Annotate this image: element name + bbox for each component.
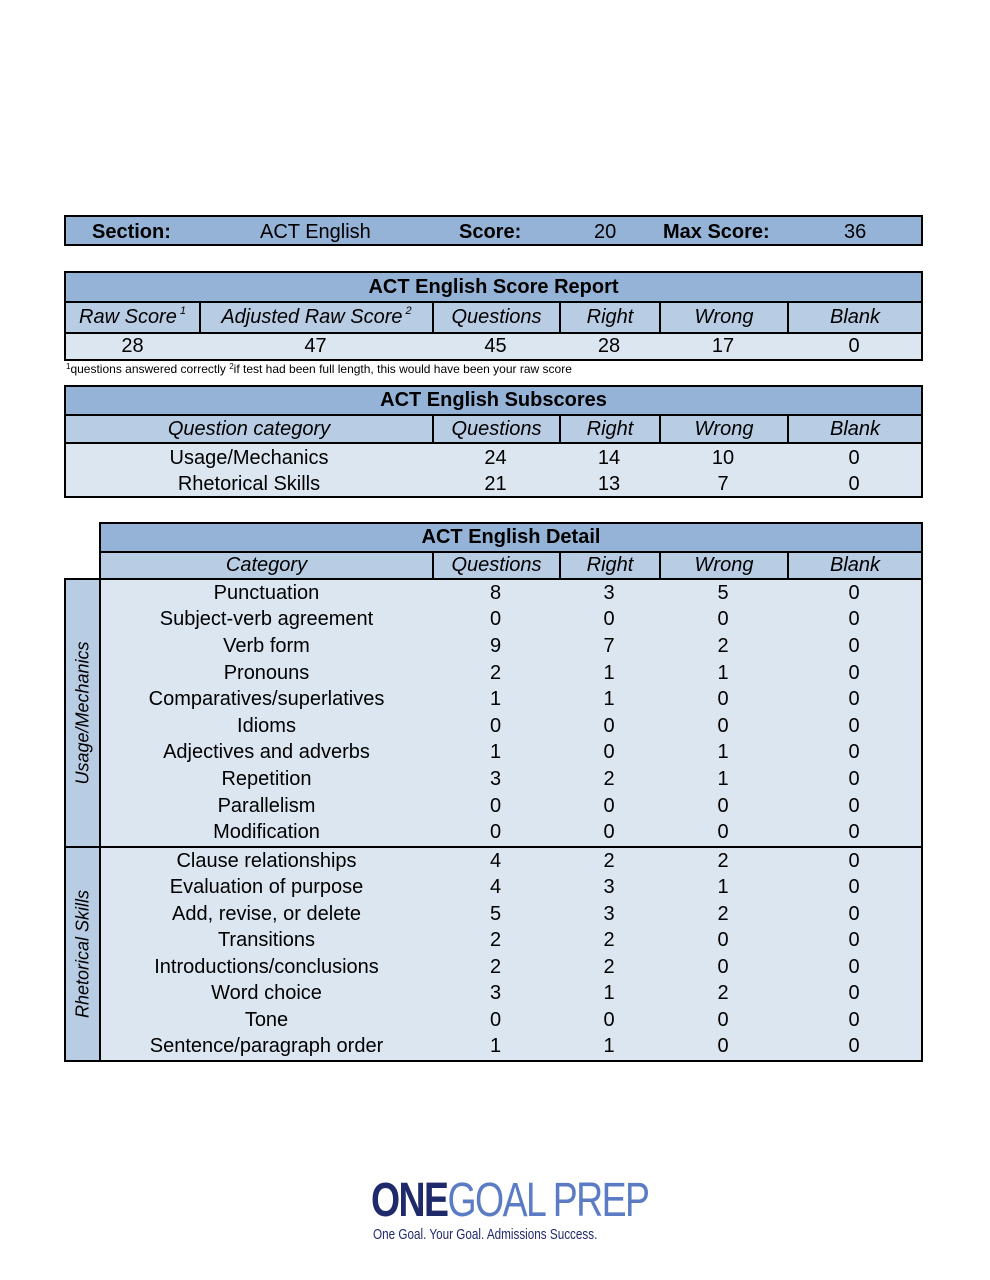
category-cell: Verb form — [223, 634, 310, 657]
category-header: Category — [225, 554, 308, 576]
table-row — [101, 1034, 921, 1061]
category-cell: Idioms — [237, 714, 296, 737]
category-cell: Introductions/conclusions — [154, 955, 379, 978]
right-cell: 0 — [603, 821, 615, 844]
raw-score-value: 28 — [121, 335, 144, 357]
wrong-cell: 10 — [711, 446, 735, 469]
blank-cell: 0 — [848, 902, 860, 925]
table-row — [101, 660, 921, 687]
subscores-table — [64, 385, 923, 498]
max-score-value: 36 — [844, 221, 867, 243]
right-cell: 3 — [603, 581, 615, 604]
category-cell: Sentence/paragraph order — [149, 1035, 384, 1058]
wrong-cell: 1 — [717, 741, 729, 764]
wrong-header: Wrong — [659, 416, 787, 442]
adjusted-raw-score-header: Adjusted Raw Score $^2$ — [199, 303, 432, 332]
section-bar — [64, 215, 923, 246]
blank-cell: 0 — [848, 634, 860, 657]
questions-cell: 21 — [484, 472, 507, 495]
wrong-cell: 0 — [717, 1008, 729, 1031]
score-label: Score: — [459, 221, 522, 243]
questions-cell: 0 — [489, 821, 502, 844]
detail-group-usage-mechanics — [99, 578, 923, 848]
questions-header: Questions — [432, 553, 559, 578]
blank-cell: 0 — [848, 472, 860, 495]
right-cell: 0 — [603, 741, 615, 764]
right-header: Right — [559, 553, 659, 578]
questions-cell: 0 — [489, 608, 502, 631]
table-row — [101, 981, 921, 1008]
category-cell: Rhetorical Skills — [177, 472, 321, 495]
category-cell: Modification — [213, 821, 320, 844]
table-row — [101, 1007, 921, 1034]
table-row — [101, 954, 921, 981]
wrong-cell: 1 — [717, 767, 729, 790]
right-cell: 0 — [603, 1008, 615, 1031]
detail-header-row — [101, 551, 921, 578]
table-row — [101, 793, 921, 820]
blank-value: 0 — [848, 335, 860, 357]
usage-mechanics-side-label: Usage/Mechanics — [64, 578, 101, 848]
category-cell: Clause relationships — [176, 849, 357, 872]
max-score-label: Max Score: — [663, 221, 770, 243]
subscores-title-row — [66, 387, 921, 414]
table-row — [66, 471, 921, 497]
wrong-cell: 0 — [717, 821, 729, 844]
questions-cell: 2 — [489, 929, 502, 952]
blank-cell: 0 — [848, 1035, 860, 1058]
wrong-cell: 0 — [717, 714, 729, 737]
right-cell: 1 — [603, 982, 615, 1005]
wrong-cell: 2 — [717, 982, 729, 1005]
detail-title-row — [101, 524, 921, 551]
table-row — [101, 713, 921, 740]
wrong-cell: 5 — [717, 581, 729, 604]
category-cell: Adjectives and adverbs — [163, 741, 370, 764]
wrong-value: 17 — [711, 335, 735, 357]
table-row — [101, 740, 921, 767]
right-cell: 2 — [603, 849, 615, 872]
questions-header: Questions — [432, 303, 559, 332]
logo-tagline: One Goal. Your Goal. Admissions Success. — [373, 1226, 598, 1243]
questions-cell: 2 — [489, 661, 502, 684]
blank-cell: 0 — [848, 929, 860, 952]
blank-cell: 0 — [848, 794, 860, 817]
blank-header: Blank — [787, 303, 921, 332]
questions-cell: 3 — [489, 767, 502, 790]
table-row — [101, 901, 921, 928]
blank-cell: 0 — [848, 714, 860, 737]
table-row — [101, 848, 921, 875]
questions-cell: 24 — [484, 446, 507, 469]
questions-cell: 1 — [489, 741, 502, 764]
right-value: 28 — [597, 335, 621, 357]
blank-cell: 0 — [848, 741, 860, 764]
score-report-table — [64, 271, 923, 361]
table-row — [101, 766, 921, 793]
right-cell: 3 — [603, 876, 615, 899]
table-row — [101, 633, 921, 660]
questions-cell: 0 — [489, 794, 502, 817]
rhetorical-skills-side-label: Rhetorical Skills — [64, 846, 101, 1062]
right-cell: 0 — [603, 608, 615, 631]
questions-cell: 8 — [489, 581, 502, 604]
wrong-cell: 2 — [717, 902, 729, 925]
logo-wordmark: ONEGOAL PREP — [371, 1174, 649, 1227]
score-value: 20 — [594, 221, 617, 243]
blank-cell: 0 — [848, 661, 860, 684]
category-cell: Add, revise, or delete — [172, 902, 361, 925]
section-value: ACT English — [260, 221, 371, 243]
wrong-cell: 2 — [717, 849, 729, 872]
score-report-title-row — [66, 273, 921, 301]
category-cell: Repetition — [221, 767, 312, 790]
wrong-cell: 2 — [717, 634, 729, 657]
table-row — [101, 819, 921, 846]
questions-value: 45 — [484, 335, 507, 357]
blank-cell: 0 — [848, 876, 860, 899]
blank-cell: 0 — [848, 849, 860, 872]
raw-score-header: Raw Score $^1$ — [79, 304, 186, 328]
blank-cell: 0 — [848, 821, 860, 844]
wrong-cell: 0 — [717, 688, 729, 711]
subscores-header-row — [66, 414, 921, 442]
right-cell: 3 — [603, 902, 615, 925]
blank-cell: 0 — [848, 1008, 860, 1031]
blank-cell: 0 — [848, 608, 860, 631]
right-cell: 2 — [603, 767, 615, 790]
questions-cell: 0 — [489, 1008, 502, 1031]
detail-header — [99, 522, 923, 580]
blank-cell: 0 — [848, 767, 860, 790]
right-cell: 2 — [603, 955, 615, 978]
wrong-cell: 0 — [717, 608, 729, 631]
table-row — [101, 607, 921, 634]
wrong-cell: 0 — [717, 794, 729, 817]
category-cell: Punctuation — [213, 581, 320, 604]
adjusted-raw-score-value: 47 — [304, 335, 327, 357]
category-cell: Tone — [244, 1008, 289, 1031]
right-cell: 7 — [603, 634, 615, 657]
questions-cell: 9 — [489, 634, 502, 657]
category-cell: Evaluation of purpose — [169, 876, 364, 899]
subscores-body — [66, 442, 921, 496]
right-cell: 13 — [597, 472, 621, 495]
detail-title: ACT English Detail — [421, 526, 601, 548]
questions-cell: 4 — [489, 849, 502, 872]
table-row — [101, 580, 921, 607]
blank-cell: 0 — [848, 581, 860, 604]
footnote: $^1$questions answered correctly $^2$if test had been full length, this would have been your raw score — [66, 362, 572, 376]
blank-header: Blank — [787, 553, 921, 578]
wrong-cell: 0 — [717, 1035, 729, 1058]
blank-header: Blank — [787, 416, 921, 442]
category-cell: Word choice — [211, 982, 322, 1005]
category-cell: Transitions — [217, 929, 316, 952]
blank-cell: 0 — [848, 688, 860, 711]
right-cell: 1 — [603, 661, 615, 684]
questions-cell: 5 — [489, 902, 502, 925]
wrong-cell: 1 — [717, 661, 729, 684]
one-goal-prep-logo — [369, 1170, 649, 1246]
questions-cell: 1 — [489, 688, 502, 711]
score-report-values-row — [66, 332, 921, 359]
right-cell: 2 — [603, 929, 615, 952]
right-cell: 14 — [597, 446, 621, 469]
table-row — [101, 686, 921, 713]
questions-cell: 1 — [489, 1035, 502, 1058]
category-cell: Parallelism — [217, 794, 316, 817]
table-row — [101, 928, 921, 955]
questions-header: Questions — [432, 416, 559, 442]
wrong-cell: 0 — [717, 955, 729, 978]
wrong-cell: 7 — [717, 472, 729, 495]
questions-cell: 4 — [489, 876, 502, 899]
wrong-header: Wrong — [659, 553, 787, 578]
right-cell: 0 — [603, 794, 615, 817]
wrong-header: Wrong — [659, 303, 787, 332]
section-label: Section: — [92, 221, 171, 243]
category-cell: Comparatives/superlatives — [148, 688, 385, 711]
score-report-header-row — [66, 301, 921, 332]
questions-cell: 3 — [489, 982, 502, 1005]
blank-cell: 0 — [848, 446, 860, 469]
blank-cell: 0 — [848, 982, 860, 1005]
score-report-title: ACT English Score Report — [368, 275, 619, 298]
category-cell: Subject-verb agreement — [159, 608, 374, 631]
category-cell: Usage/Mechanics — [169, 446, 329, 469]
questions-cell: 0 — [489, 714, 502, 737]
blank-cell: 0 — [848, 955, 860, 978]
wrong-cell: 0 — [717, 929, 729, 952]
right-header: Right — [559, 303, 659, 332]
wrong-cell: 1 — [717, 876, 729, 899]
question-category-header: Question category — [167, 417, 331, 440]
right-cell: 1 — [603, 688, 615, 711]
questions-cell: 2 — [489, 955, 502, 978]
table-row — [101, 875, 921, 902]
detail-group-rhetorical-skills — [99, 846, 923, 1062]
category-cell: Pronouns — [223, 661, 310, 684]
right-header: Right — [559, 416, 659, 442]
right-cell: 1 — [603, 1035, 615, 1058]
subscores-title: ACT English Subscores — [380, 389, 607, 411]
right-cell: 0 — [603, 714, 615, 737]
table-row — [66, 445, 921, 471]
